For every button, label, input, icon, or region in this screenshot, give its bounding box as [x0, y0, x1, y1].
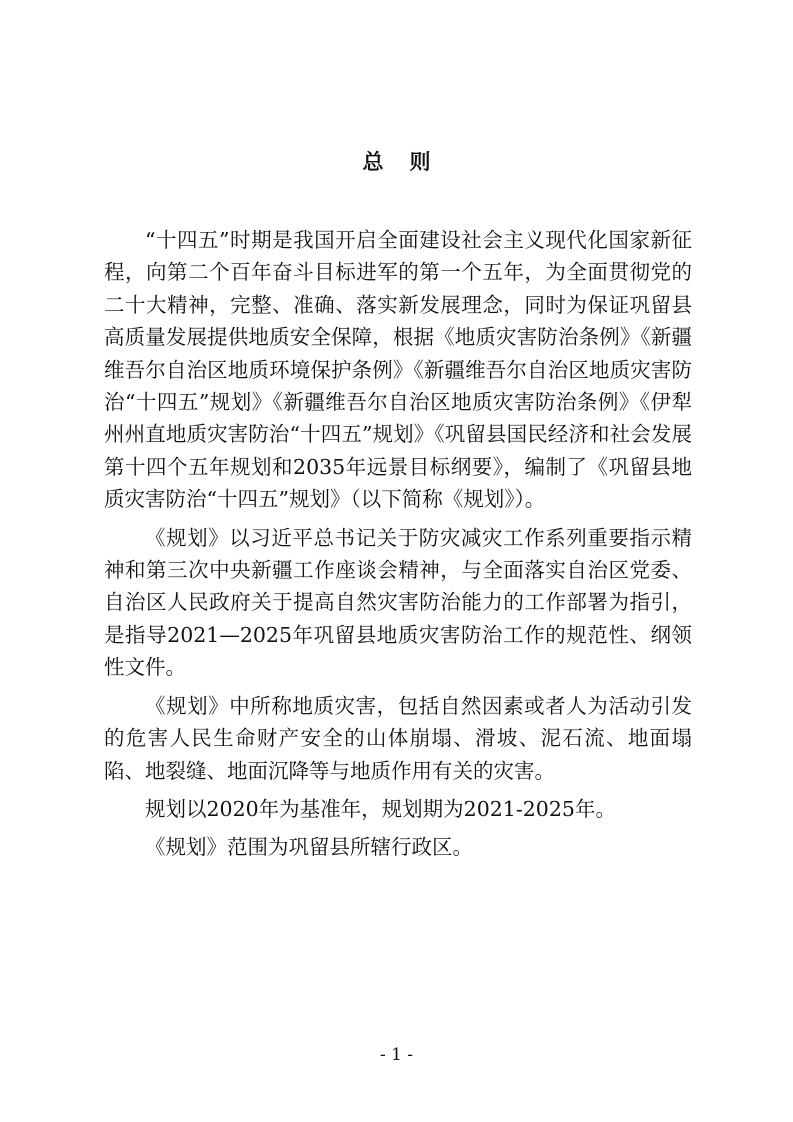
title-char-right: 则: [409, 149, 431, 174]
paragraph-definition: 《规划》中所称地质灾害，包括自然因素或者人为活动引发的危害人民生命财产安全的山体崩塌、滑坡、泥石流、地面塌陷、地裂缝、地面沉降等与地质作用有关的灾害。: [104, 693, 692, 783]
page-number: - 1 -: [379, 1045, 414, 1065]
title-char-left: 总: [362, 149, 384, 174]
paragraph-period: 规划以2020年为基准年，规划期为2021-2025年。: [145, 796, 616, 821]
paragraph-intro: “十四五”时期是我国开启全面建设社会主义现代化国家新征程，向第二个百年奋斗目标进军的第一个五年，为全面贯彻党的二十大精神，完整、准确、落实新发展理念，同时为保证巩留县高质量发展提供地质安全保障，根据《地质灾害防治条例》《新疆维吾尔自治区地质环境保护条例》《新疆维吾尔自治区地质灾害防治“十四五”规划》《新疆维吾尔自治区地质灾害防治条例》《伊犁州州直地质灾害防治“十四五”规划》《巩留县国民经济和社会发展第十四个五年规划和2035年远景目标纲要》，编制了《巩留县地质灾害防治“十四五”规划》（以下简称《规划》）。: [104, 228, 692, 512]
paragraph-scope: 《规划》范围为巩留县所辖行政区。: [145, 835, 473, 860]
paragraph-guidance: 《规划》以习近平总书记关于防灾减灾工作系列重要指示精神和第三次中央新疆工作座谈会精神，与全面落实自治区党委、自治区人民政府关于提高自然灾害防治能力的工作部署为指引，是指导2021—2025年巩留县地质灾害防治工作的规范性、纲领性文件。: [104, 525, 692, 680]
page-title: [0, 146, 793, 176]
document-body: [104, 224, 692, 864]
